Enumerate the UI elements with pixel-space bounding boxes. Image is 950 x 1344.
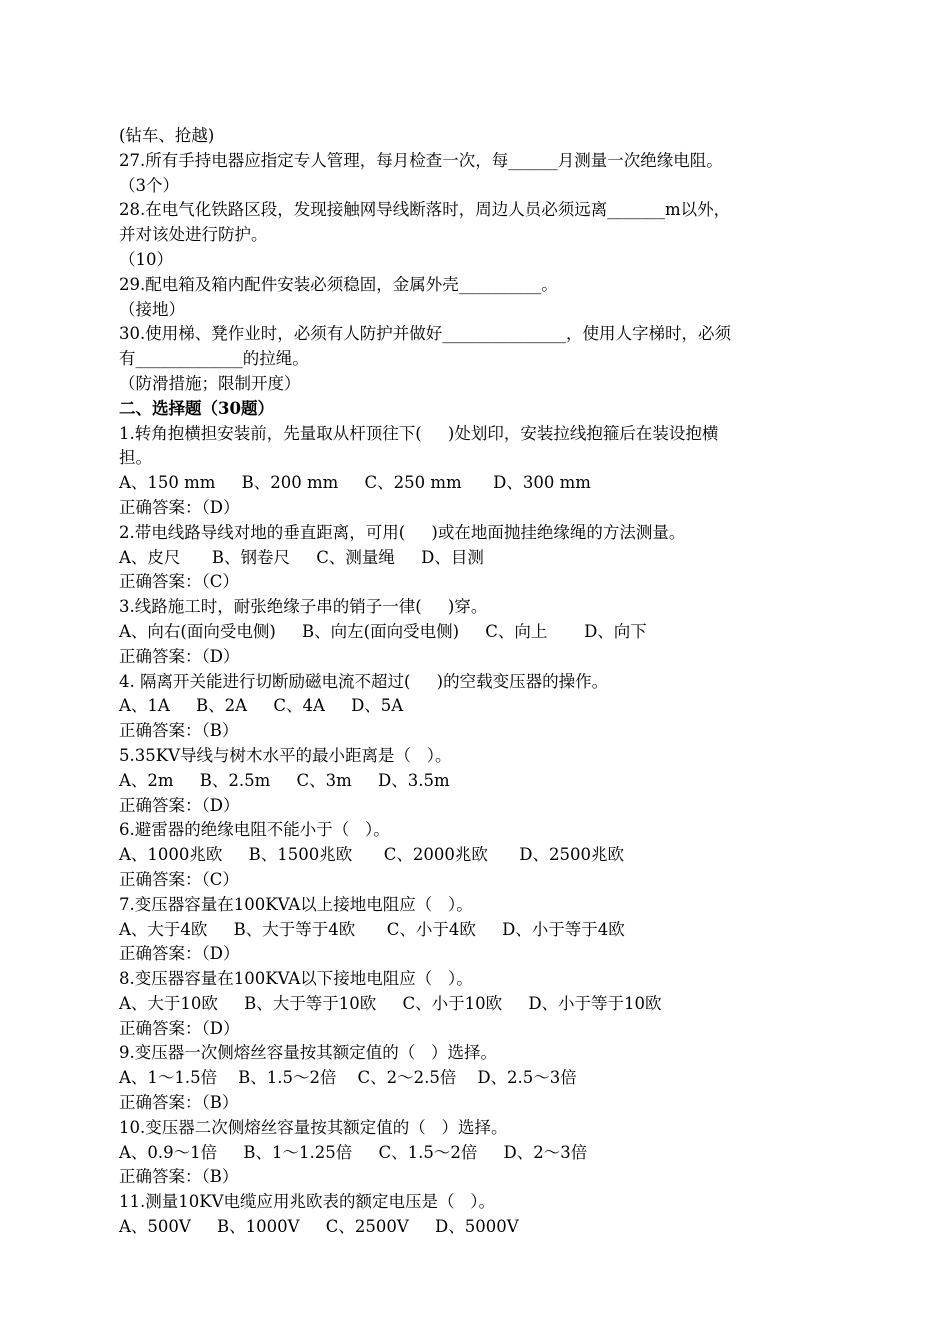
text-line: (钻车、抢越) <box>119 126 215 145</box>
answer-line: 正确答案：（C） <box>119 869 239 889</box>
text-line: 有_____________的拉绳。 <box>119 349 309 369</box>
answer-line: 正确答案：（B） <box>119 1167 239 1187</box>
answer-line: （接地） <box>119 299 185 319</box>
fill-question-29: 29.配电箱及箱内配件安装必须稳固，金属外壳__________。 <box>119 274 558 294</box>
choice-question-3: 3.线路施工时，耐张绝缘子串的销子一律( )穿。 <box>119 597 488 617</box>
choice-question-8: 8.变压器容量在100KVA以下接地电阻应（ ）。 <box>119 969 473 989</box>
choice-question-2: 2.带电线路导线对地的垂直距离，可用( )或在地面抛挂绝缘绳的方法测量。 <box>119 522 686 542</box>
text-line: 并对该处进行防护。 <box>119 225 268 245</box>
options-line: A、1A B、2A C、4A D、5A <box>119 696 404 716</box>
choice-question-5: 5.35KV导线与树木水平的最小距离是（ ）。 <box>119 745 452 765</box>
answer-line: 正确答案：（D） <box>119 646 240 666</box>
answer-line: （10） <box>119 249 173 269</box>
options-line: A、皮尺 B、钢卷尺 C、测量绳 D、目测 <box>119 547 484 567</box>
fill-question-28: 28.在电气化铁路区段，发现接触网导线断落时，周边人员必须远离_______m以外， <box>119 200 731 220</box>
answer-line: 正确答案：（D） <box>119 1018 240 1038</box>
document-page <box>119 124 839 1240</box>
options-line: A、0.9～1倍 B、1～1.25倍 C、1.5～2倍 D、2～3倍 <box>119 1142 588 1162</box>
answer-line: 正确答案：（D） <box>119 497 240 517</box>
options-line: A、1000兆欧 B、1500兆欧 C、2000兆欧 D、2500兆欧 <box>119 845 625 865</box>
answer-line: （防滑措施；限制开度） <box>119 373 301 393</box>
options-line: A、150 mm B、200 mm C、250 mm D、300 mm <box>119 473 591 493</box>
answer-line: 正确答案：（C） <box>119 572 239 592</box>
options-line: A、大于10欧 B、大于等于10欧 C、小于10欧 D、小于等于10欧 <box>119 993 662 1013</box>
answer-line: 正确答案：（D） <box>119 944 240 964</box>
choice-question-7: 7.变压器容量在100KVA以上接地电阻应（ ）。 <box>119 894 473 914</box>
choice-question-11: 11.测量10KV电缆应用兆欧表的额定电压是（ ）。 <box>119 1192 495 1212</box>
choice-question-4: 4. 隔离开关能进行切断励磁电流不超过( )的空载变压器的操作。 <box>119 671 609 691</box>
fill-question-30: 30.使用梯、凳作业时，必须有人防护并做好_______________，使用人字梯时，必须 <box>119 324 731 344</box>
text-line: 担。 <box>119 448 152 468</box>
answer-line: 正确答案：（D） <box>119 795 240 815</box>
choice-question-6: 6.避雷器的绝缘电阻不能小于（ ）。 <box>119 820 390 840</box>
choice-question-10: 10.变压器二次侧熔丝容量按其额定值的（ ）选择。 <box>119 1117 508 1137</box>
answer-line: （3个） <box>119 175 179 195</box>
fill-question-27: 27.所有手持电器应指定专人管理，每月检查一次，每______月测量一次绝缘电阻。 <box>119 150 723 170</box>
answer-line: 正确答案：（B） <box>119 1093 239 1113</box>
answer-line: 正确答案：（B） <box>119 721 239 741</box>
options-line: A、1～1.5倍 B、1.5～2倍 C、2～2.5倍 D、2.5～3倍 <box>119 1068 577 1088</box>
options-line: A、向右(面向受电侧) B、向左(面向受电侧) C、向上 D、向下 <box>119 621 647 641</box>
options-line: A、大于4欧 B、大于等于4欧 C、小于4欧 D、小于等于4欧 <box>119 919 625 939</box>
options-line: A、500V B、1000V C、2500V D、5000V <box>119 1217 519 1237</box>
choice-question-9: 9.变压器一次侧熔丝容量按其额定值的（ ）选择。 <box>119 1043 497 1063</box>
options-line: A、2m B、2.5m C、3m D、3.5m <box>119 770 450 790</box>
choice-question-1: 1.转角抱横担安装前，先量取从杆顶往下( )处划印，安装拉线抱箍后在装设抱横 <box>119 423 719 443</box>
section-heading: 二、选择题（30题） <box>119 398 274 418</box>
